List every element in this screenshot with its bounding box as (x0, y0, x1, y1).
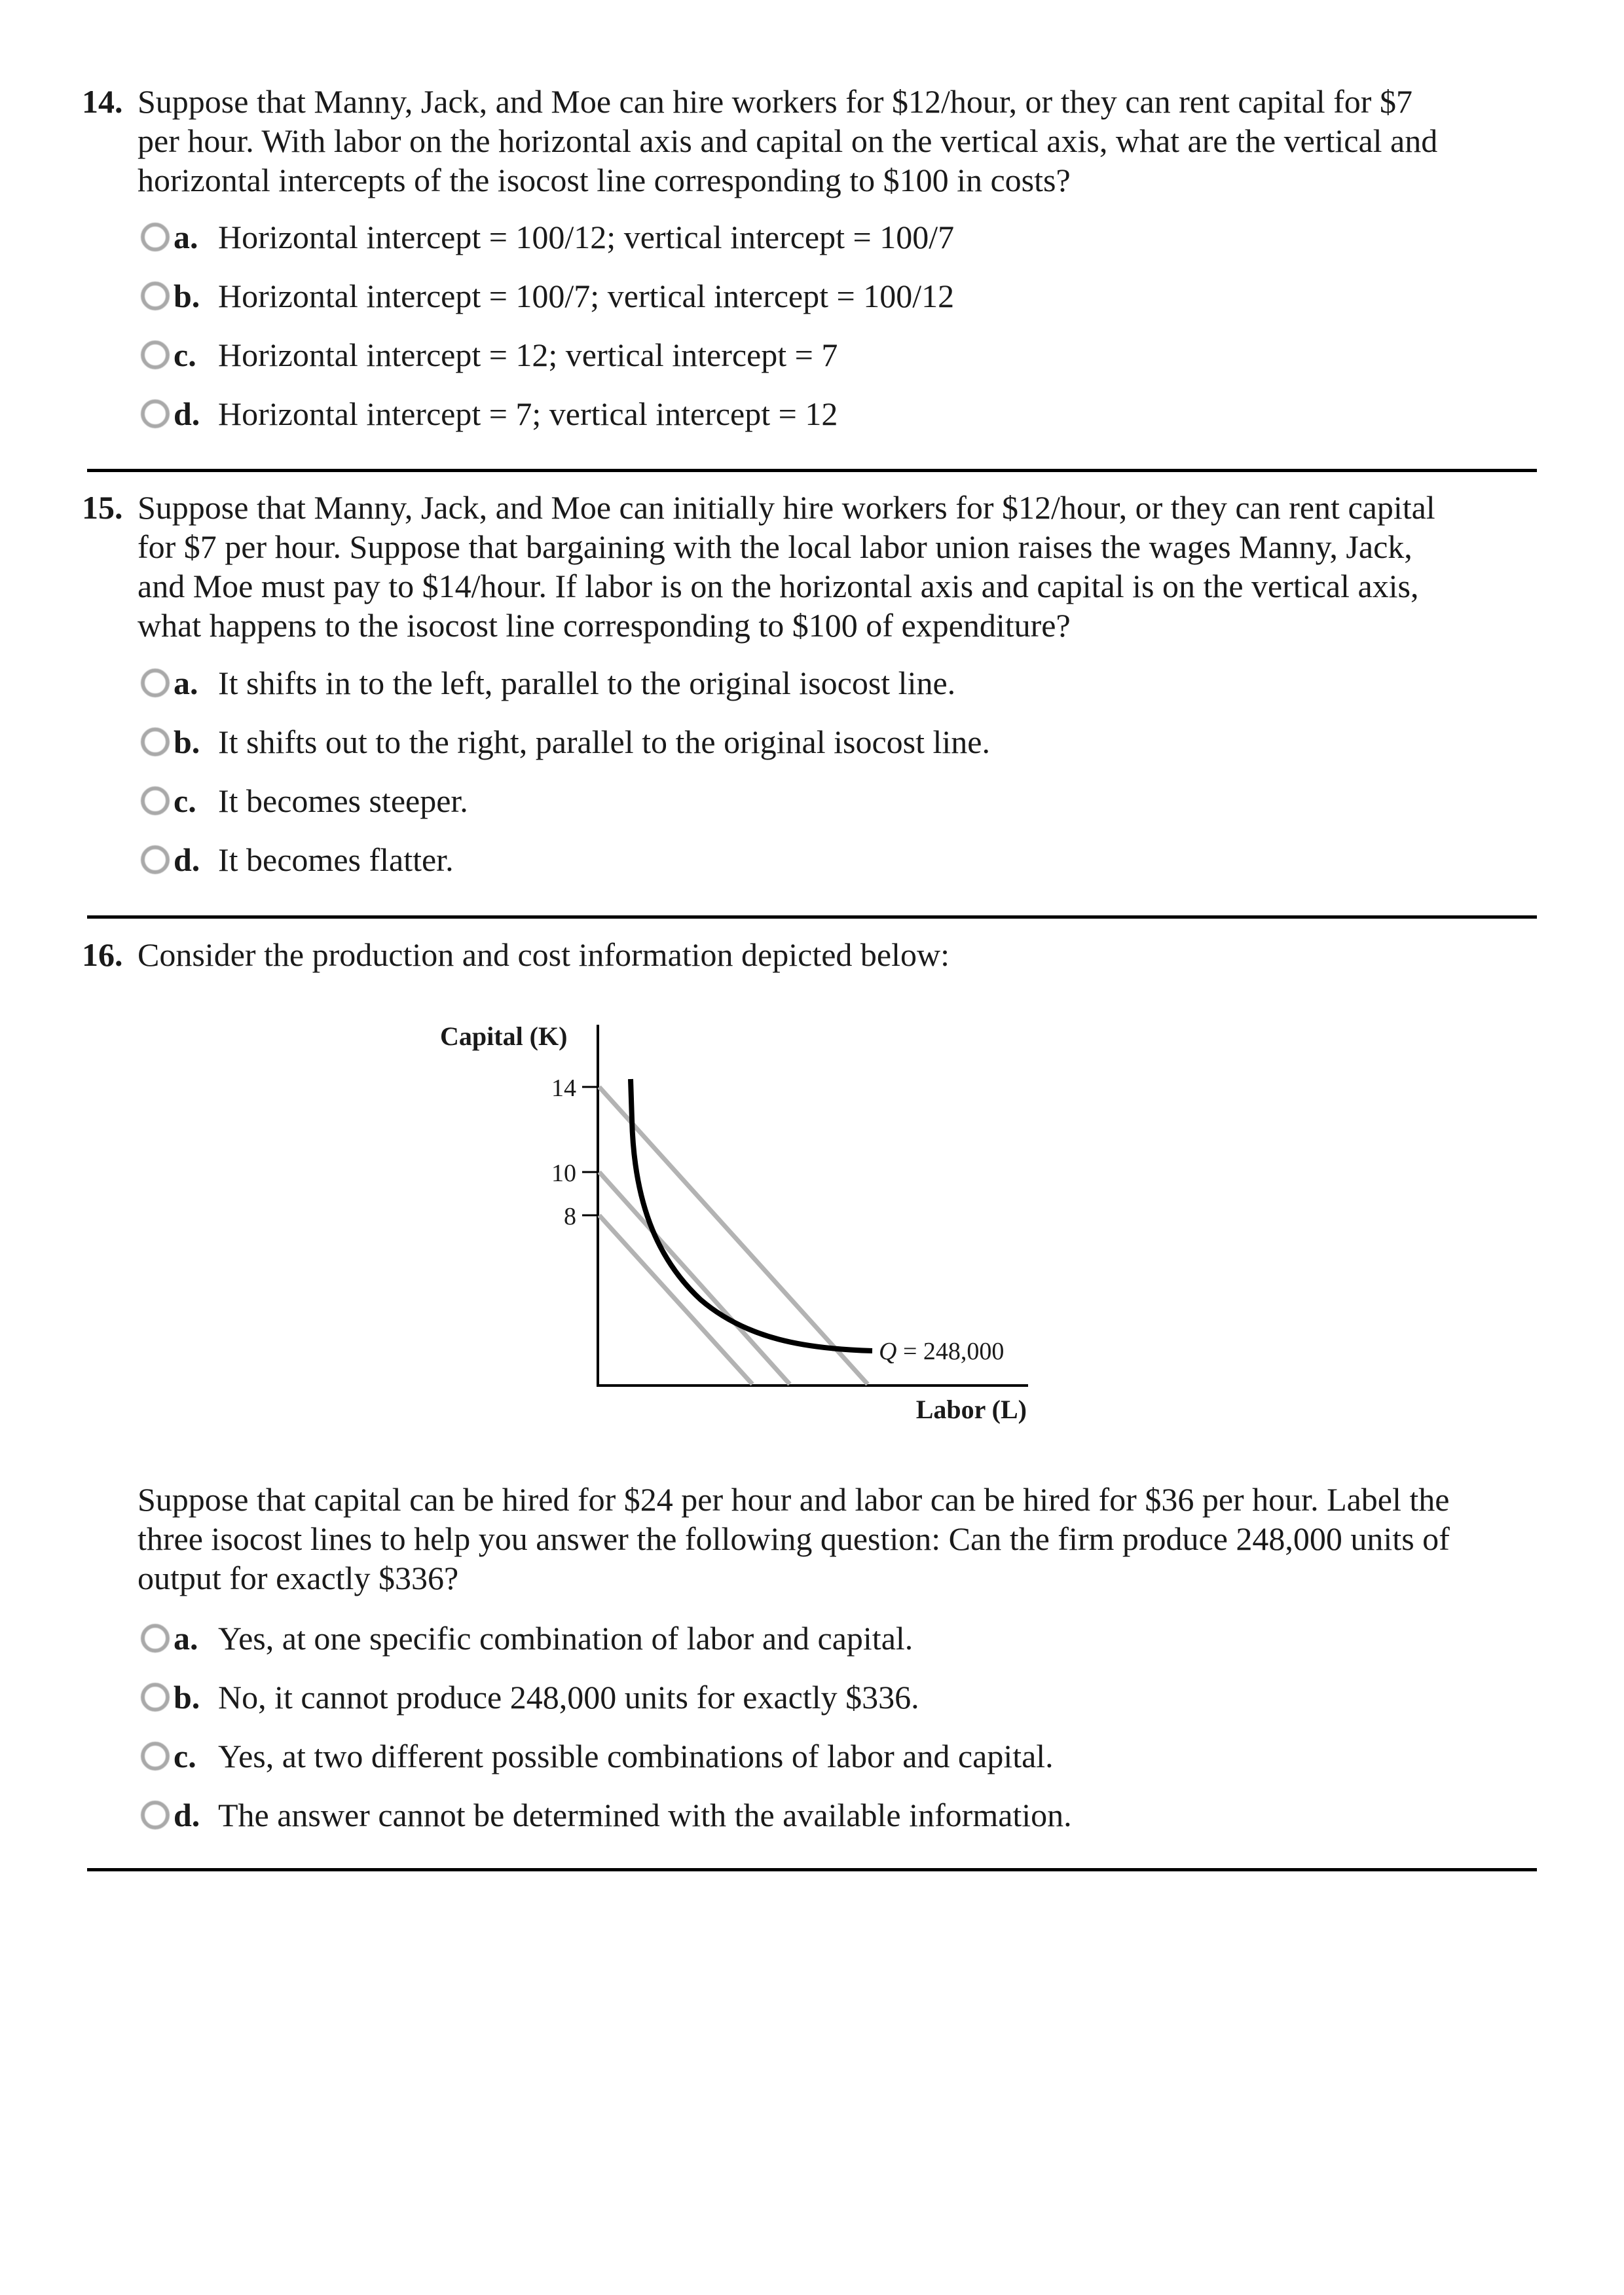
y-tick-label: 8 (564, 1203, 576, 1230)
y-axis-label: Capital (K) (440, 1021, 568, 1051)
option-letter: a. (174, 1620, 198, 1657)
isocost-line-2 (599, 1172, 790, 1384)
question-number: 15. (82, 489, 123, 526)
option-letter: b. (174, 724, 200, 760)
question-stem-line: what happens to the isocost line corresponding to $100 of expenditure? (138, 607, 1071, 644)
option-text: It shifts out to the right, parallel to the original isocost line. (218, 724, 990, 760)
y-tick-label: 14 (551, 1074, 576, 1102)
isocost-line-1 (599, 1215, 752, 1384)
option-letter: d. (174, 395, 200, 432)
option-letter: a. (174, 219, 198, 255)
option-letter: c. (174, 782, 196, 819)
option-letter: c. (174, 337, 196, 373)
option-text: It becomes flatter. (218, 841, 454, 878)
option-text: No, it cannot produce 248,000 units for exactly $336. (218, 1679, 919, 1716)
y-tick-label: 10 (551, 1160, 576, 1187)
answer-option-b[interactable] (141, 1678, 919, 1717)
option-text: It becomes steeper. (218, 782, 468, 819)
option-letter: d. (174, 841, 200, 878)
question-followup-line: three isocost lines to help you answer the following question: Can the firm produce 248,000 units of (138, 1520, 1450, 1557)
isocost-line-3 (599, 1087, 868, 1384)
radio-button-icon[interactable] (141, 1742, 170, 1771)
option-letter: a. (174, 665, 198, 701)
option-text: The answer cannot be determined with the available information. (218, 1797, 1072, 1833)
option-text: Yes, at one specific combination of labor and capital. (218, 1620, 913, 1657)
section-divider (87, 1868, 1537, 1871)
answer-option-c[interactable] (141, 1736, 1054, 1776)
question-stem-line: Suppose that Manny, Jack, and Moe can initially hire workers for $12/hour, or they can rent capital (138, 489, 1435, 526)
radio-button-icon[interactable] (141, 1801, 170, 1829)
x-axis-label: Labor (L) (915, 1395, 1027, 1424)
question-number: 16. (82, 936, 123, 973)
question-stem-line: per hour. With labor on the horizontal axis and capital on the vertical axis, what are the vertical and (138, 122, 1438, 159)
radio-button-icon[interactable] (141, 1683, 170, 1712)
option-letter: d. (174, 1797, 200, 1833)
question-number: 14. (82, 83, 123, 120)
option-text: Yes, at two different possible combinations of labor and capital. (218, 1738, 1054, 1774)
option-text: Horizontal intercept = 7; vertical intercept = 12 (218, 395, 838, 432)
isoquant-curve (631, 1079, 872, 1351)
option-letter: b. (174, 1679, 200, 1716)
answer-option-a[interactable] (141, 1619, 913, 1658)
radio-button-icon[interactable] (141, 1624, 170, 1653)
question-stem-line: horizontal intercepts of the isocost line corresponding to $100 in costs? (138, 162, 1071, 198)
question-followup-line: Suppose that capital can be hired for $24 per hour and labor can be hired for $36 per hour. Label the (138, 1481, 1450, 1518)
option-text: Horizontal intercept = 100/7; vertical intercept = 100/12 (218, 278, 955, 314)
option-text: It shifts in to the left, parallel to the original isocost line. (218, 665, 956, 701)
question-stem-line: Suppose that Manny, Jack, and Moe can hire workers for $12/hour, or they can rent capital for $7 (138, 83, 1412, 120)
isoquant-label: Q = 248,000 (879, 1338, 1005, 1365)
question-stem-line: for $7 per hour. Suppose that bargaining with the local labor union raises the wages Manny, Jack, (138, 528, 1412, 565)
option-text: Horizontal intercept = 12; vertical intercept = 7 (218, 337, 838, 373)
question-stem-line: and Moe must pay to $14/hour. If labor is on the horizontal axis and capital is on the vertical axis, (138, 568, 1419, 604)
question-followup-line: output for exactly $336? (138, 1560, 459, 1596)
option-text: Horizontal intercept = 100/12; vertical intercept = 100/7 (218, 219, 955, 255)
answer-option-d[interactable] (141, 1795, 1072, 1835)
option-letter: b. (174, 278, 200, 314)
option-letter: c. (174, 1738, 196, 1774)
question-stem-line: Consider the production and cost information depicted below: (138, 936, 950, 973)
